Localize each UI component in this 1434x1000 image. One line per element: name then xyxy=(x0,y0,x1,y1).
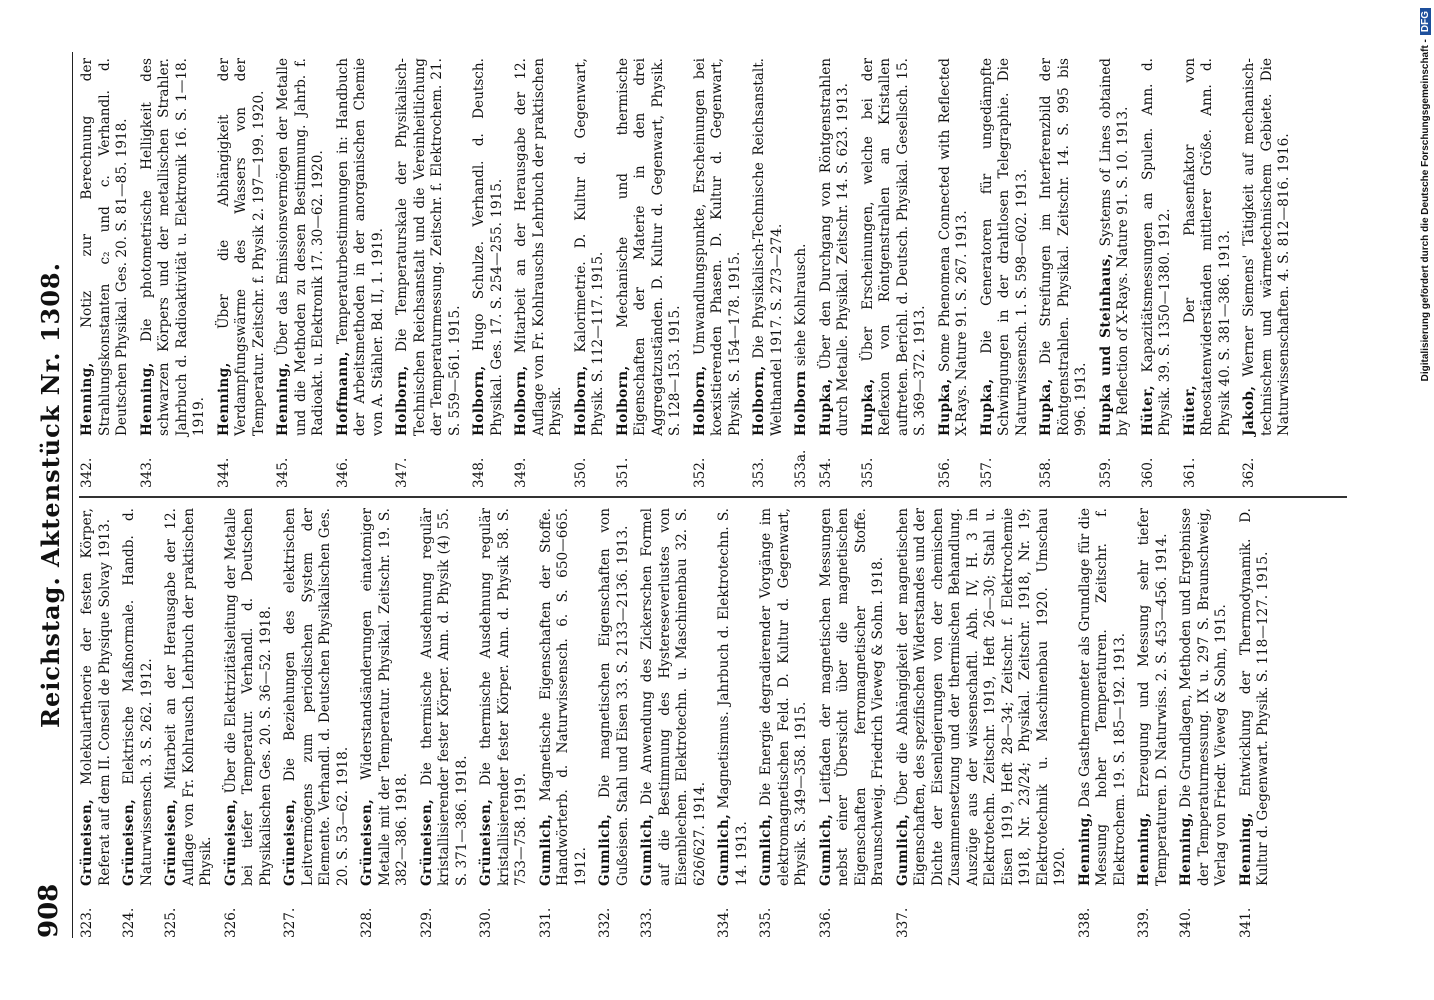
bibliography-entry xyxy=(478,508,531,938)
entry-number: 347. xyxy=(394,457,410,488)
entry-author: Hupka, xyxy=(978,378,995,436)
page-title: Reichstag. Aktenstück Nr. 1308. xyxy=(36,262,65,728)
entry-author: Gumlich, xyxy=(639,813,655,886)
entry-number: 359. xyxy=(1097,457,1114,488)
entry-text: siehe Kohlrausch. xyxy=(793,243,809,367)
entry-number: 334. xyxy=(716,907,732,938)
entry-text: Notiz zur Berechnung der Strahlungskonstanten c₂ und c. Verhandl. d. Deutschen Physikal. Ges. 20. S. 81—85. 1918. xyxy=(79,58,130,436)
bibliography-entry xyxy=(419,508,472,938)
bibliography-entry xyxy=(223,508,276,938)
entry-number: 341. xyxy=(1237,907,1254,938)
entry-author: Holborn, xyxy=(751,365,767,436)
bibliography-entry xyxy=(818,508,888,938)
bibliography-entry xyxy=(275,58,328,488)
entry-text: Elektrische Maßnormale. Handb. d. Naturwissensch. 3. S. 262. 1912. xyxy=(121,508,155,886)
bibliography-entry xyxy=(1077,508,1130,938)
entry-number: 350. xyxy=(572,457,589,488)
entry-author: Grüneisen, xyxy=(121,798,137,886)
entry-author: Gumlich, xyxy=(817,813,834,886)
entry-number: 342. xyxy=(79,457,95,488)
entry-author: Henning, xyxy=(79,362,95,436)
entry-number: 338. xyxy=(1076,907,1093,938)
entry-author: Henning, xyxy=(138,362,155,436)
bibliography-entry xyxy=(758,508,811,938)
entry-author: Grüneisen, xyxy=(478,798,494,886)
entry-author: Gumlich, xyxy=(758,813,774,886)
bibliography-entry xyxy=(692,58,745,488)
entry-text: Die magnetischen Eigenschaften von Gußeisen. Stahl und Eisen 33. S. 2133—2136. 1913. xyxy=(597,508,631,886)
entry-text: Über Erscheinungen, welche bei der Reflexion von Röntgenstrahlen an Kristallen auftreten. Berichl. d. Deutsch. Physikal. Gesellsch. 15. S. 369—372. 1913. xyxy=(859,58,928,436)
entry-text: Werner Siemens' Tätigkeit auf mechanisch-technischem und wärmetechnischem Gebiete. Die Naturwissenschaften. 4. S. 812—816. 1916. xyxy=(1241,58,1292,436)
bibliography-entry xyxy=(216,58,269,488)
entry-text: Die Anwendung des Zickerschen Formel auf die Bestimmung des Hystereseverlustes von Eisenblechen. Elektrotechn. u. Maschinenbau 32. S. 626/627. 1914. xyxy=(639,508,708,886)
entry-author: Grüneisen, xyxy=(222,798,239,886)
entry-text: Widerstandsänderungen einatomiger Metalle mit der Temperatur. Physikal. Zeitschr. 19. S. 382—386. 1918. xyxy=(359,508,410,886)
entry-text: Mitarbeit an der Herausgabe der 12. Auflage von Fr. Kohlrauschs Lehrbuch der praktischen Physik. xyxy=(513,58,564,436)
entry-number: 337. xyxy=(894,907,911,938)
page-number: 908 xyxy=(34,883,64,938)
dfg-logo: DFG xyxy=(1420,8,1431,35)
entry-text: Die Beziehungen des elektrischen Leitvermögens zum periodischen System der Elemente. Verhandl. d. Deutschen Physikalischen Ges. 20. S. 53—62. 1918. xyxy=(282,508,351,886)
entry-author: Grüneisen, xyxy=(359,798,375,886)
entry-number: 339. xyxy=(1136,907,1152,938)
bibliography-entry xyxy=(335,58,388,488)
entry-text: Über die Abhängigkeit der Verdampfungswärme des Wassers von der Temperatur. Zeitschr. f. Physik 2. 197—199. 1920. xyxy=(215,58,267,436)
entry-text: Leitfaden der magnetischen Messungen nebst einer Übersicht über die magnetischen Eigenschaften ferromagnetischer Stoffe. Braunschweig. Friedrich Vieweg & Sohn. 1918. xyxy=(817,508,886,886)
entry-text: Die Energie degradierender Vorgänge im elektromagnetischen Feld. D. Kultur d. Gegenwart, Physik. S. 349—358. 1915. xyxy=(758,508,809,886)
bibliography-entry xyxy=(471,58,506,488)
left-column xyxy=(79,508,1347,938)
bibliography-entry xyxy=(359,508,412,938)
entry-number: 328. xyxy=(359,907,375,938)
entry-author: Gumlich, xyxy=(597,813,613,886)
entry-author: Henning, xyxy=(215,362,232,436)
entry-author: Holborn, xyxy=(614,365,631,436)
entry-author: Holborn, xyxy=(513,365,529,436)
entry-author: Holborn, xyxy=(572,365,589,436)
column-divider xyxy=(79,497,1347,499)
right-column xyxy=(79,58,1347,488)
entry-text: Die thermische Ausdehnung regulär kristallisierender fester Körper. Ann. d. Physik 58. S. 753—758. 1919. xyxy=(478,508,529,886)
entry-number: 348. xyxy=(471,457,487,488)
entry-author: Holborn, xyxy=(691,365,708,436)
bibliography-entry xyxy=(1098,58,1133,488)
entry-text: Der Phasenfaktor von Rheostatenwiderständen mittlerer Größe. Ann. d. Physik 40. S. 381—386. 1913. xyxy=(1181,58,1233,436)
page-header xyxy=(28,52,73,938)
bibliography-entry xyxy=(79,508,114,938)
bibliography-entry xyxy=(937,58,972,488)
entry-number: 324. xyxy=(121,907,137,938)
bibliography-entry xyxy=(751,58,786,488)
entry-number: 344. xyxy=(215,457,232,488)
bibliography-entry xyxy=(163,508,216,938)
entry-author: Hüter, xyxy=(1181,385,1198,436)
entry-number: 327. xyxy=(282,907,298,938)
entry-number: 360. xyxy=(1139,457,1156,488)
entry-number: 325. xyxy=(163,907,179,938)
entry-text: Kalorimetrie. D. Kultur d. Gegenwart, Physik. S. 112—117. 1915. xyxy=(572,58,606,436)
entry-number: 354. xyxy=(817,457,834,488)
entry-text: Die Grundlagen, Methoden und Ergebnisse der Temperaturmessung. IX u. 297 S. Braunschweig, Verlag von Friedr. Vieweg & Sohn, 1915. xyxy=(1178,508,1229,886)
entry-author: Hupka und Steinhaus, xyxy=(1097,253,1114,436)
entry-author: Grüneisen, xyxy=(79,798,95,886)
entry-number: 332. xyxy=(597,907,613,938)
entry-author: Grüneisen, xyxy=(418,798,435,886)
entry-number: 343. xyxy=(138,457,155,488)
bibliography-entry xyxy=(716,508,751,938)
entry-number: 329. xyxy=(418,907,435,938)
entry-text: Das Gasthermometer als Grundlage für die Messung hoher Temperaturen. Zeitschr. f. Elektrochem. 19. S. 185—192. 1913. xyxy=(1076,508,1128,886)
entry-text: Some Phenomena Connected with Reflected X-Rays. Nature 91. S. 267. 1913. xyxy=(936,58,970,436)
entry-number: 330. xyxy=(478,907,494,938)
bibliography-entry xyxy=(394,58,464,488)
entry-author: Gumlich, xyxy=(537,813,554,886)
entry-author: Henning, xyxy=(1237,812,1254,886)
entry-author: Hüter, xyxy=(1139,385,1156,436)
entry-text: Die Generatoren für ungedämpfte Schwingungen in der drahtlosen Telegraphie. Die Naturwissensch. 1. S. 598—602. 1913. xyxy=(978,58,1030,436)
entry-number: 358. xyxy=(1038,457,1054,488)
entry-text: Über die Elektrizitätsleitung der Metalle bei tiefer Temperatur. Verhandl. d. Deutschen Physikalischen Ges. 20. S. 36—52. 1918. xyxy=(222,508,274,886)
entry-number: 345. xyxy=(275,457,291,488)
entry-author: Gumlich, xyxy=(894,813,911,886)
text-columns xyxy=(79,52,1347,938)
entry-number: 336. xyxy=(817,907,834,938)
entry-text: Die Physikalisch-Technische Reichsanstalt. Welthandel 1917. S. 273—274. xyxy=(751,58,785,436)
entry-author: Holborn xyxy=(793,370,809,436)
entry-number: 326. xyxy=(222,907,239,938)
bibliography-entry xyxy=(573,58,608,488)
bibliography-entry xyxy=(615,58,685,488)
entry-author: Holborn, xyxy=(394,365,410,436)
bibliography-entry xyxy=(597,508,632,938)
entry-text: Magnetismus. Jahrbuch d. Elektrotechn. S. 14. 1913. xyxy=(716,508,750,886)
entry-text: Die Streifungen im Interferenzbild der Röntgenstrahlen. Physikal. Zeitschr. 14. S. 995 bis 996. 1913. xyxy=(1038,58,1089,436)
entry-author: Henning, xyxy=(1178,812,1194,886)
entry-text: Molekulartheorie der festen Körper, Referat auf dem II. Conseil de Physique Solvay 1913. xyxy=(79,508,113,886)
bibliography-entry xyxy=(860,58,930,488)
bibliography-entry xyxy=(1238,508,1273,938)
bibliography-entry xyxy=(639,508,709,938)
entry-number: 356. xyxy=(936,457,953,488)
entry-text: Die thermische Ausdehnung regulär kristallisierender fester Körper. Ann. d. Physik (4) 55. S. 371—386. 1918. xyxy=(418,508,470,886)
entry-author: Hoffmann, xyxy=(334,351,351,436)
bibliography-entry xyxy=(79,58,132,488)
entry-number: 331. xyxy=(537,907,554,938)
digitization-stamp xyxy=(1418,8,1434,992)
entry-number: 335. xyxy=(758,907,774,938)
bibliography-entry xyxy=(1182,58,1235,488)
entry-number: 362. xyxy=(1241,457,1257,488)
entry-author: Hupka, xyxy=(859,378,876,436)
bibliography-entry xyxy=(818,58,853,488)
entry-author: Grüneisen, xyxy=(163,798,179,886)
entry-text: Entwicklung der Thermodynamik. D. Kultur d. Gegenwart. Physik. S. 118—127. 1915. xyxy=(1237,508,1271,886)
entry-author: Henning, xyxy=(275,362,291,436)
entry-text: Über das Emissionsvermögen der Metalle und die Methoden zu dessen Bestimmung. Jahrb. f. Radioakt. u. Elektronik 17. 30—62. 1920. xyxy=(275,58,326,436)
entry-author: Holborn, xyxy=(471,365,487,436)
entry-author: Henning, xyxy=(1136,812,1152,886)
entry-author: Gumlich, xyxy=(716,813,732,886)
entry-number: 333. xyxy=(639,907,655,938)
entry-text: Über den Durchgang von Röntgenstrahlen durch Metalle. Physikal. Zeitschr. 14. S. 623. 1913. xyxy=(817,58,851,436)
entry-text: Mitarbeit an der Herausgabe der 12. Auflage von Fr. Kohlrausch Lehrbuch der praktischen Physik. xyxy=(163,508,214,886)
entry-text: Über die Abhängigkeit der magnetischen Eigenschaften, des spezifischen Widerstandes und der Dichte der Eisenlegierungen von der chemischen Zusammensetzung und der thermischen Behandlung. Auszüge aus der wissenschaftl. Abh. IV, H. 3 in Elektrotechn. Zeitschr. 1919, Heft 26—30; Stahl u. Eisen 1919, Heft 28—34; Zeitschr. f. Elektrochemie 1918, Nr. 23/24; Physikal. Zeitschr. 1918, Nr. 19; Elektrotechnik u. Maschinenbau 1920. Umschau 1920. xyxy=(894,508,1068,886)
bibliography-entry xyxy=(979,58,1032,488)
entry-text: Die photometrische Helligkeit des schwarzen Körpers und der metallischen Strahler. Jahrbuch d. Radioaktivität u. Elektronik 16. S. 1—18. 1919. xyxy=(138,58,207,436)
entry-number: 323. xyxy=(79,907,95,938)
bibliography-entry xyxy=(793,58,811,488)
entry-author: Henning, xyxy=(1076,812,1093,886)
entry-text: Magnetische Eigenschaften der Stoffe. Handwörterb. d. Naturwissensch. 6. S. 650—665. 1912. xyxy=(537,508,589,886)
bibliography-entry xyxy=(139,58,209,488)
entry-text: Erzeugung und Messung sehr tiefer Temperaturen. D. Naturwiss. 2. S. 453—456. 1914. xyxy=(1136,508,1170,886)
bibliography-entry xyxy=(1038,58,1091,488)
entry-author: Grüneisen, xyxy=(282,798,298,886)
entry-author: Hupka, xyxy=(817,378,834,436)
entry-text: Temperaturbestimmungen in: Handbuch der Arbeitsmethoden in der anorganischen Chemie von A. Stähler. Bd. II, 1. 1919. xyxy=(334,58,386,436)
entry-number: 351. xyxy=(614,457,631,488)
entry-number: 353. xyxy=(751,457,767,488)
bibliography-entry xyxy=(1178,508,1231,938)
bibliography-entry xyxy=(1136,508,1171,938)
entry-number: 352. xyxy=(691,457,708,488)
entry-number: 353a. xyxy=(793,449,809,488)
bibliography-entry xyxy=(1140,58,1175,488)
entry-author: Jakob, xyxy=(1241,385,1257,436)
entry-number: 355. xyxy=(859,457,876,488)
entry-text: Kapazitätsmessungen an Spulen. Ann. d. Physik. 39. S. 1350—1380. 1912. xyxy=(1139,58,1173,436)
entry-text: Hugo Schulze. Verhandl. d. Deutsch. Physikal. Ges. 17. S. 254—255. 1915. xyxy=(471,58,505,436)
bibliography-entry xyxy=(895,508,1070,938)
stamp-text: Digitalisierung gefördert durch die Deutsche Forschungsgemeinschaft - xyxy=(1420,39,1431,382)
entry-number: 349. xyxy=(513,457,529,488)
entry-number: 361. xyxy=(1181,457,1198,488)
entry-number: 357. xyxy=(978,457,995,488)
entry-author: Hupka, xyxy=(936,378,953,436)
entry-text: Die Temperaturskale der Physikalisch-Technischen Reichsanstalt und die Vereinheitlichung der Temperaturmessung. Zeitschr. f. Elektrochem. 21. S. 559—561. 1915. xyxy=(394,58,463,436)
bibliography-entry xyxy=(121,508,156,938)
entry-text: Mechanische und thermische Eigenschaften der Materie in den drei Aggregatzuständen. D. Kultur d. Gegenwart, Physik. S. 128—153. 1915. xyxy=(614,58,683,436)
entry-author: Hupka, xyxy=(1038,378,1054,436)
bibliography-entry xyxy=(1241,58,1294,488)
entry-number: 346. xyxy=(334,457,351,488)
entry-text: Umwandlungspunkte, Erscheinungen bei koexistierenden Phasen. D. Kultur d. Gegenwart, Physik. S. 154—178. 1915. xyxy=(691,58,743,436)
bibliography-entry xyxy=(538,508,591,938)
entry-number: 340. xyxy=(1178,907,1194,938)
entry-text: Systems of Lines obtained by Reflection of X-Rays. Nature 91. S. 10. 1913. xyxy=(1097,58,1131,436)
bibliography-entry xyxy=(513,58,566,488)
bibliography-entry xyxy=(282,508,352,938)
